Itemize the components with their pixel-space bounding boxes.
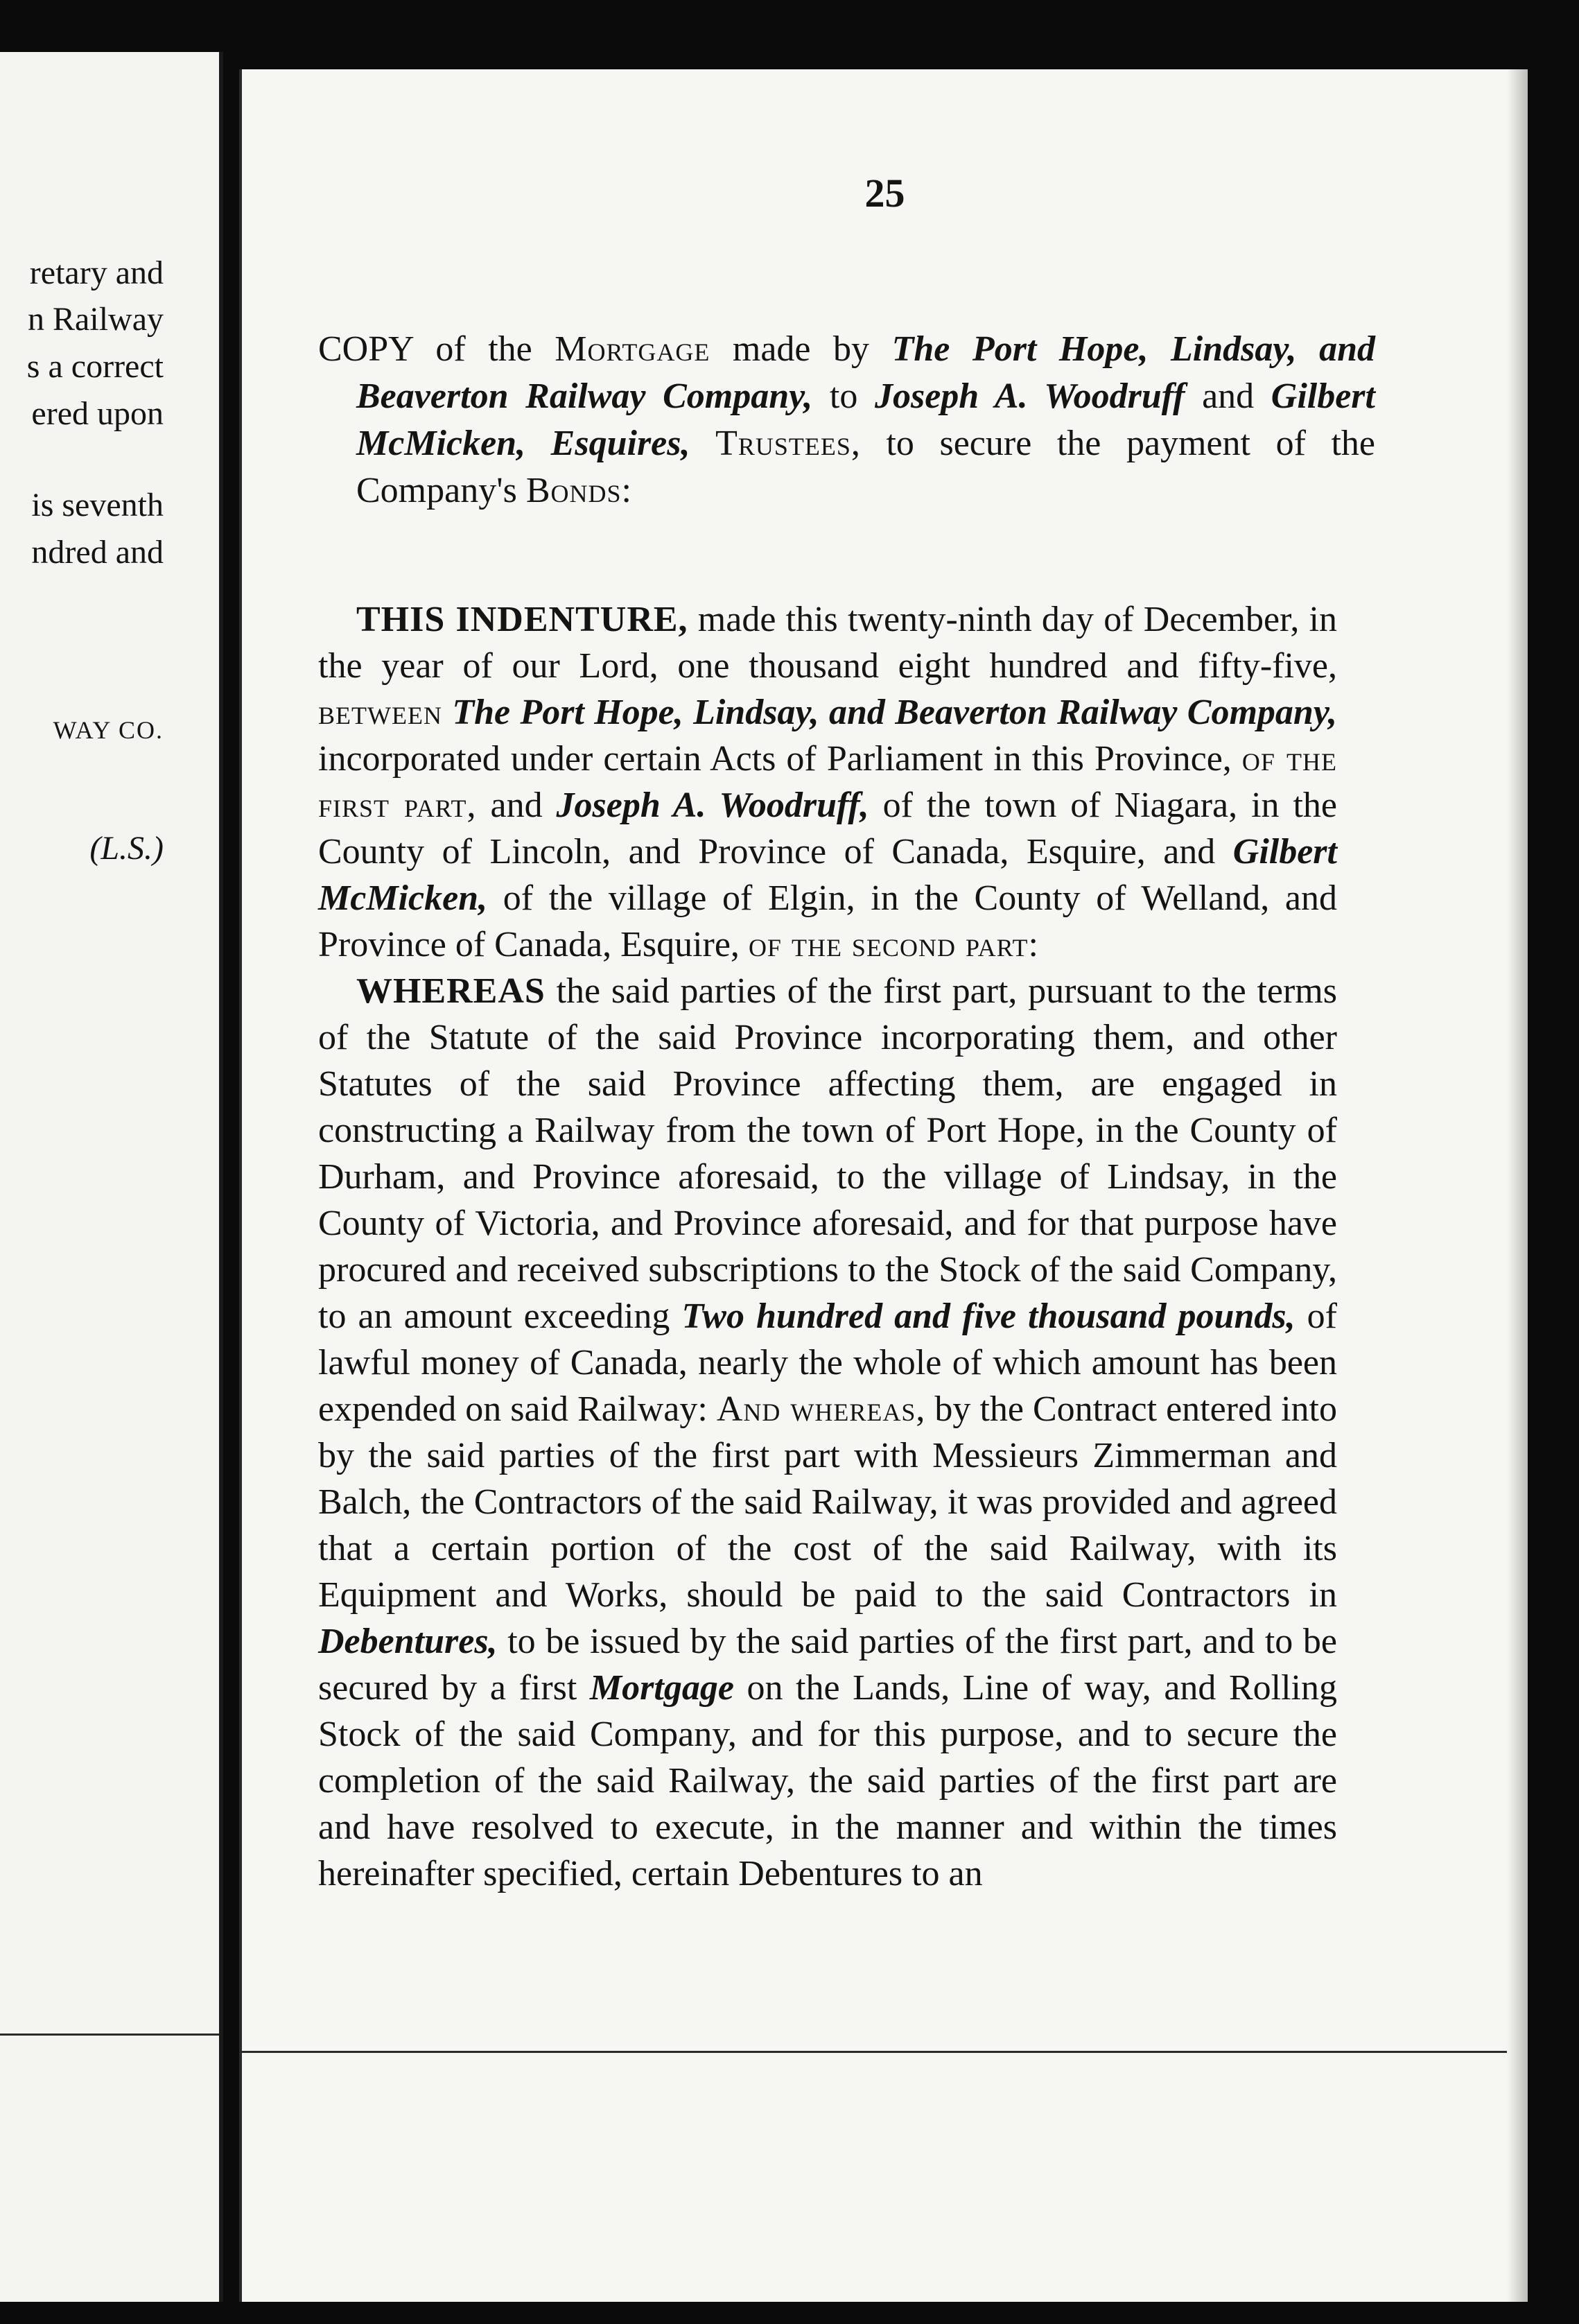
heading-text: made by — [710, 329, 892, 369]
body-text: of the town of Niagara, in the County of Lincoln, and Province of Canada, Esquire, and — [318, 786, 1337, 872]
smallcaps-text: of the first part, — [318, 739, 1337, 825]
document-page — [239, 69, 1528, 2302]
facing-page-line: n Railway — [28, 301, 164, 338]
smallcaps-text: And whereas, — [716, 1389, 926, 1429]
lead-caps: WHEREAS — [356, 971, 546, 1011]
heading-smallcaps: Trustees, — [715, 424, 861, 463]
body-text: on the Lands, Line of way, and Rolling Stock of the said Company, and for this purpose, and to secure the completion of the said Railway, the said parties of the first part are and have resolved to execute, in the manner and within the times hereinafter specified, certain Debentures to an — [318, 1668, 1338, 1893]
document-body — [318, 596, 1337, 1897]
heading-text — [690, 424, 716, 463]
body-text: to be issued by the said parties of the first part, and to be secured by a first — [318, 1622, 1337, 1708]
facing-page-line: WAY CO. — [53, 716, 164, 744]
heading-text: to — [812, 376, 875, 416]
heading-smallcaps: Bonds — [525, 471, 622, 510]
trustee-name: Joseph A. Woodruff — [874, 376, 1185, 416]
page-crease — [0, 2034, 219, 2036]
body-text: made this twenty-ninth day of December, in the year of our Lord, one thousand eight hundred and fifty-five, — [318, 600, 1337, 686]
page-crease — [242, 2051, 1528, 2053]
trustee-name: Gilbert McMicken, Esquires, — [356, 376, 1375, 463]
italic-text: Mortgage — [589, 1668, 734, 1708]
document-heading — [318, 326, 1375, 514]
body-text: : — [1028, 925, 1038, 964]
italic-text: Gilbert McMicken, — [318, 832, 1337, 918]
lead-caps: THIS INDENTURE, — [356, 600, 688, 639]
body-text: of the village of Elgin, in the County of Welland, and Province of Canada, Esquire, — [318, 878, 1337, 964]
facing-page-line: ered upon — [31, 395, 164, 432]
facing-page-line: is seventh — [31, 487, 164, 523]
italic-text: Two hundred and five thousand pounds, — [681, 1297, 1296, 1336]
body-text: and — [476, 786, 557, 825]
smallcaps-text: between — [318, 693, 442, 732]
italic-text: Joseph A. Woodruff, — [556, 786, 869, 825]
seal-mark: (L.S.) — [89, 830, 164, 867]
company-name: The Port Hope, Lindsay, and Beaverton Railway Company, — [356, 329, 1375, 416]
heading-text: and — [1185, 376, 1271, 416]
body-text: the said parties of the first part, pursuant to the terms of the Statute of the said Province incorporating them, and other Statutes of the said Province affecting them, are engaged in constructing a Railway from the town of Port Hope, in the County of Durham, and Province aforesaid, to the village of Lindsay, in the County of Victoria, and Province aforesaid, and for that purpose have procured and received subscriptions to the Stock of the said Company, to an amount exceeding — [318, 971, 1337, 1336]
smallcaps-text: of the second part — [748, 925, 1029, 964]
heading-text: to secure the payment of the Company's — [356, 424, 1375, 510]
body-text: by the Contract entered into by the said parties of the first part with Messieurs Zimmerman and Balch, the Contractors of the said Railway, it was provided and agreed that a certain portion of the cost of the said Railway, with its Equipment and Works, should be paid to the said Contractors in — [318, 1389, 1337, 1615]
facing-page-line: retary and — [29, 254, 164, 291]
body-text: of lawful money of Canada, nearly the whole of which amount has been expended on said Railway: — [318, 1297, 1337, 1429]
facing-page-line: s a correct — [26, 348, 164, 385]
heading-text: COPY of the — [318, 329, 555, 369]
page-number: 25 — [864, 171, 905, 216]
page-edge-shadow — [1507, 69, 1528, 2302]
facing-page-line: ndred and — [31, 534, 164, 571]
italic-text: The Port Hope, Lindsay, and Beaverton Railway Company, — [452, 693, 1338, 732]
heading-smallcaps: Mortgage — [555, 329, 710, 369]
whereas-paragraph — [318, 968, 1337, 1897]
italic-text: Debentures, — [318, 1622, 498, 1661]
heading-text: : — [621, 471, 631, 510]
body-text: incorporated under certain Acts of Parliament in this Province, — [318, 739, 1242, 779]
indenture-paragraph — [318, 596, 1337, 968]
body-text — [442, 693, 452, 732]
facing-page-fragment — [0, 52, 223, 2302]
